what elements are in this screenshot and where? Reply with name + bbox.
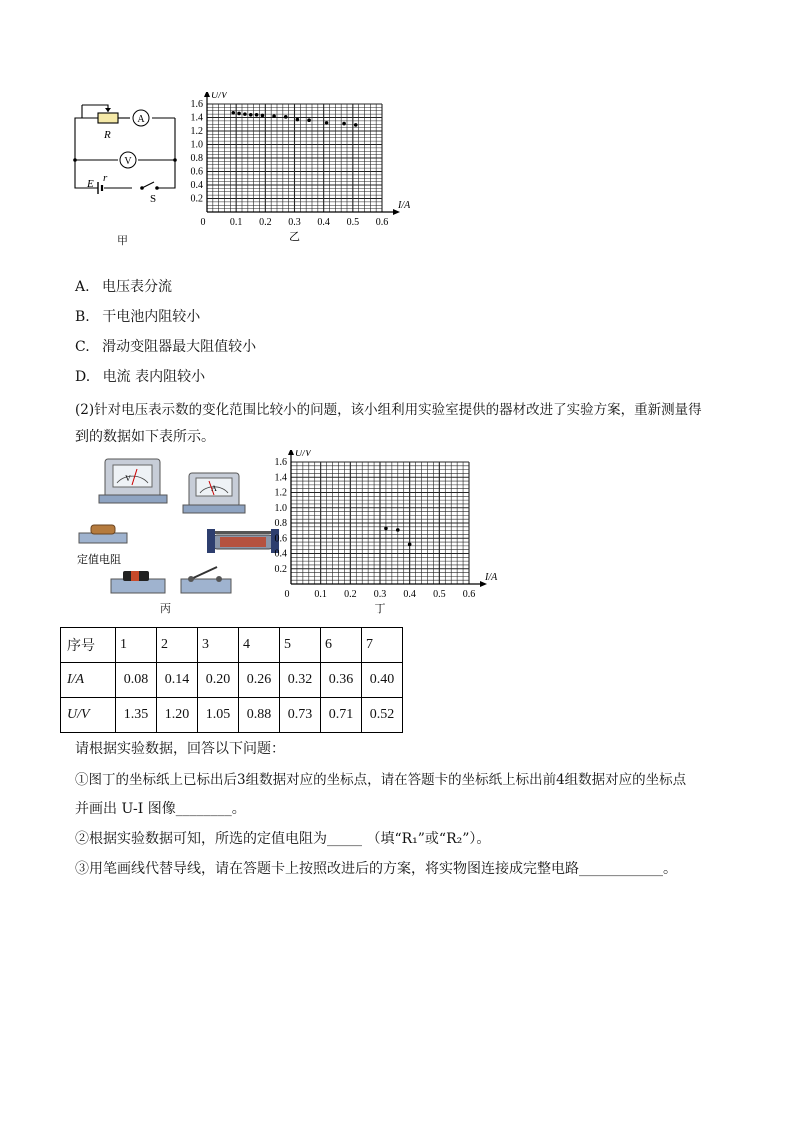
option-a[interactable] [75, 276, 172, 296]
table-row-label-voltage: U/V [61, 698, 116, 733]
x-tick-label: 0.3 [288, 217, 301, 228]
data-point [261, 114, 265, 118]
data-point [408, 543, 412, 547]
option-a-letter: A. [75, 279, 90, 295]
y-tick-label: 1.6 [190, 99, 203, 110]
table-row-voltage [61, 698, 403, 733]
ammeter-symbol: A [137, 114, 145, 125]
y-tick-label: 0.4 [190, 180, 203, 191]
data-point [231, 111, 235, 115]
x-tick-label: 0.6 [375, 217, 389, 228]
option-d-text: 电流 表内阻较小 [102, 369, 206, 385]
table-cell: 0.52 [362, 698, 403, 733]
table-cell: 0.20 [198, 663, 239, 698]
y-tick-label: 1.0 [274, 502, 287, 514]
y-axis-label: U/V [295, 450, 312, 459]
table-row-index [61, 628, 403, 663]
option-b-letter: B. [75, 309, 90, 325]
option-d[interactable] [75, 366, 205, 386]
chart-caption: 乙 [289, 231, 300, 242]
data-point [255, 113, 259, 117]
y-tick-label: 0.6 [190, 166, 203, 178]
table-cell: 0.14 [157, 663, 198, 698]
x-tick-label: 0.3 [373, 589, 387, 600]
option-d-letter: D. [75, 369, 91, 385]
circuit-diagram-jia [70, 100, 180, 220]
x-tick-label: 0.5 [346, 217, 360, 228]
option-c-text: 滑动变阻器最大阻值较小 [102, 339, 257, 355]
voltmeter-icon [99, 459, 167, 503]
voltmeter-symbol: V [124, 156, 132, 167]
table-cell: 1.20 [157, 698, 198, 733]
x-tick-label: 0.2 [344, 589, 357, 600]
y-tick-label: 0.6 [274, 533, 287, 545]
x-axis-label: I/A [485, 572, 498, 583]
instruction-q2: ②根据实验数据可知，所选的定值电阻为_____ （填“R₁”或“R₂”）。 [75, 831, 491, 847]
ammeter-icon [183, 473, 245, 513]
x-tick-label: 0.2 [259, 217, 272, 228]
fixed-resistor-icon [79, 525, 127, 543]
option-c[interactable] [75, 336, 256, 356]
table-cell: 5 [280, 628, 321, 663]
table-row-label-current: I/A [61, 663, 116, 698]
option-b[interactable] [75, 306, 200, 326]
instructions-intro: 请根据实验数据，回答以下问题： [75, 741, 285, 757]
data-point [243, 112, 247, 116]
y-tick-label: 0.8 [274, 518, 287, 529]
y-axis-arrow [288, 450, 294, 455]
data-point [396, 528, 400, 532]
y-tick-label: 1.4 [190, 112, 203, 124]
grid [291, 462, 469, 584]
data-point [384, 527, 388, 531]
table-cell: 6 [321, 628, 362, 663]
data-point [354, 123, 358, 127]
data-point [296, 118, 300, 122]
table-cell: 0.26 [239, 663, 280, 698]
figure-jia-caption: 甲 [117, 234, 128, 247]
table-cell: 1 [116, 628, 157, 663]
option-b-text: 干电池内阻较小 [102, 309, 201, 325]
x-tick-label: 0.1 [229, 217, 243, 228]
switch-icon [181, 567, 231, 593]
y-tick-label: 1.0 [190, 139, 203, 151]
battery-icon [111, 571, 165, 593]
data-point [237, 112, 241, 116]
svg-text:V: V [125, 474, 131, 483]
table-cell: 7 [362, 628, 403, 663]
data-point [284, 115, 288, 119]
y-tick-label: 1.6 [274, 457, 287, 468]
table-cell: 1.05 [198, 698, 239, 733]
x-tick-label: 0.4 [317, 217, 330, 228]
data-point [325, 121, 329, 125]
table-row-current [61, 663, 403, 698]
x-tick-label: 0.5 [433, 589, 446, 600]
question2-line2: 到的数据如下表所示。 [75, 429, 215, 445]
option-c-letter: C. [75, 339, 90, 355]
fixed-resistor-label: 定值电阻 [77, 554, 121, 566]
y-axis-arrow [204, 92, 210, 97]
data-table [60, 627, 403, 733]
apparatus-figure-bing [75, 455, 280, 610]
svg-text:A: A [211, 484, 217, 493]
figure-bing-caption: 丙 [160, 602, 171, 615]
internal-resistance-label: r [103, 172, 108, 184]
resistor-label: R [104, 129, 111, 141]
table-cell: 0.88 [239, 698, 280, 733]
y-tick-label: 0.4 [274, 548, 287, 560]
table-cell: 0.40 [362, 663, 403, 698]
table-cell: 0.32 [280, 663, 321, 698]
chart-yi [185, 92, 410, 242]
data-point [249, 113, 253, 117]
y-tick-label: 1.2 [274, 487, 287, 499]
y-tick-label: 0.2 [274, 563, 287, 575]
x-axis-label: I/A [398, 200, 410, 211]
origin-label: 0 [200, 217, 206, 228]
grid [207, 104, 382, 212]
table-cell: 2 [157, 628, 198, 663]
chart-ding [268, 450, 508, 615]
chart-caption: 丁 [374, 603, 386, 615]
y-tick-label: 0.2 [190, 193, 203, 205]
table-cell: 3 [198, 628, 239, 663]
origin-label: 0 [284, 589, 290, 600]
instruction-q1-line1: ①图丁的坐标纸上已标出后3组数据对应的坐标点，请在答题卡的坐标纸上标出前4组数据对应的坐标点 [75, 772, 687, 788]
data-point [272, 114, 276, 118]
x-tick-label: 0.1 [314, 589, 327, 600]
data-point [342, 122, 346, 126]
table-cell: 0.71 [321, 698, 362, 733]
y-axis-label: U/V [211, 92, 228, 101]
option-a-text: 电压表分流 [102, 279, 173, 295]
table-cell: 4 [239, 628, 280, 663]
table-header-label: 序号 [61, 628, 116, 663]
switch-label: S [150, 193, 157, 205]
table-cell: 0.08 [116, 663, 157, 698]
x-tick-label: 0.6 [462, 589, 476, 600]
data-point [307, 118, 311, 122]
question2-line1: (2)针对电压表示数的变化范围比较小的问题，该小组利用实验室提供的器材改进了实验方案，重新测量得 [75, 402, 702, 418]
y-tick-label: 1.4 [274, 472, 287, 484]
instruction-q1-line2: 并画出 U-I 图像________。 [75, 801, 246, 817]
y-tick-label: 0.8 [190, 153, 203, 164]
table-cell: 1.35 [116, 698, 157, 733]
instruction-q3: ③用笔画线代替导线，请在答题卡上按照改进后的方案，将实物图连接成完整电路____________。 [75, 861, 677, 877]
x-tick-label: 0.4 [403, 589, 416, 600]
table-cell: 0.73 [280, 698, 321, 733]
emf-label: E [87, 178, 94, 190]
table-cell: 0.36 [321, 663, 362, 698]
y-tick-label: 1.2 [190, 126, 203, 137]
